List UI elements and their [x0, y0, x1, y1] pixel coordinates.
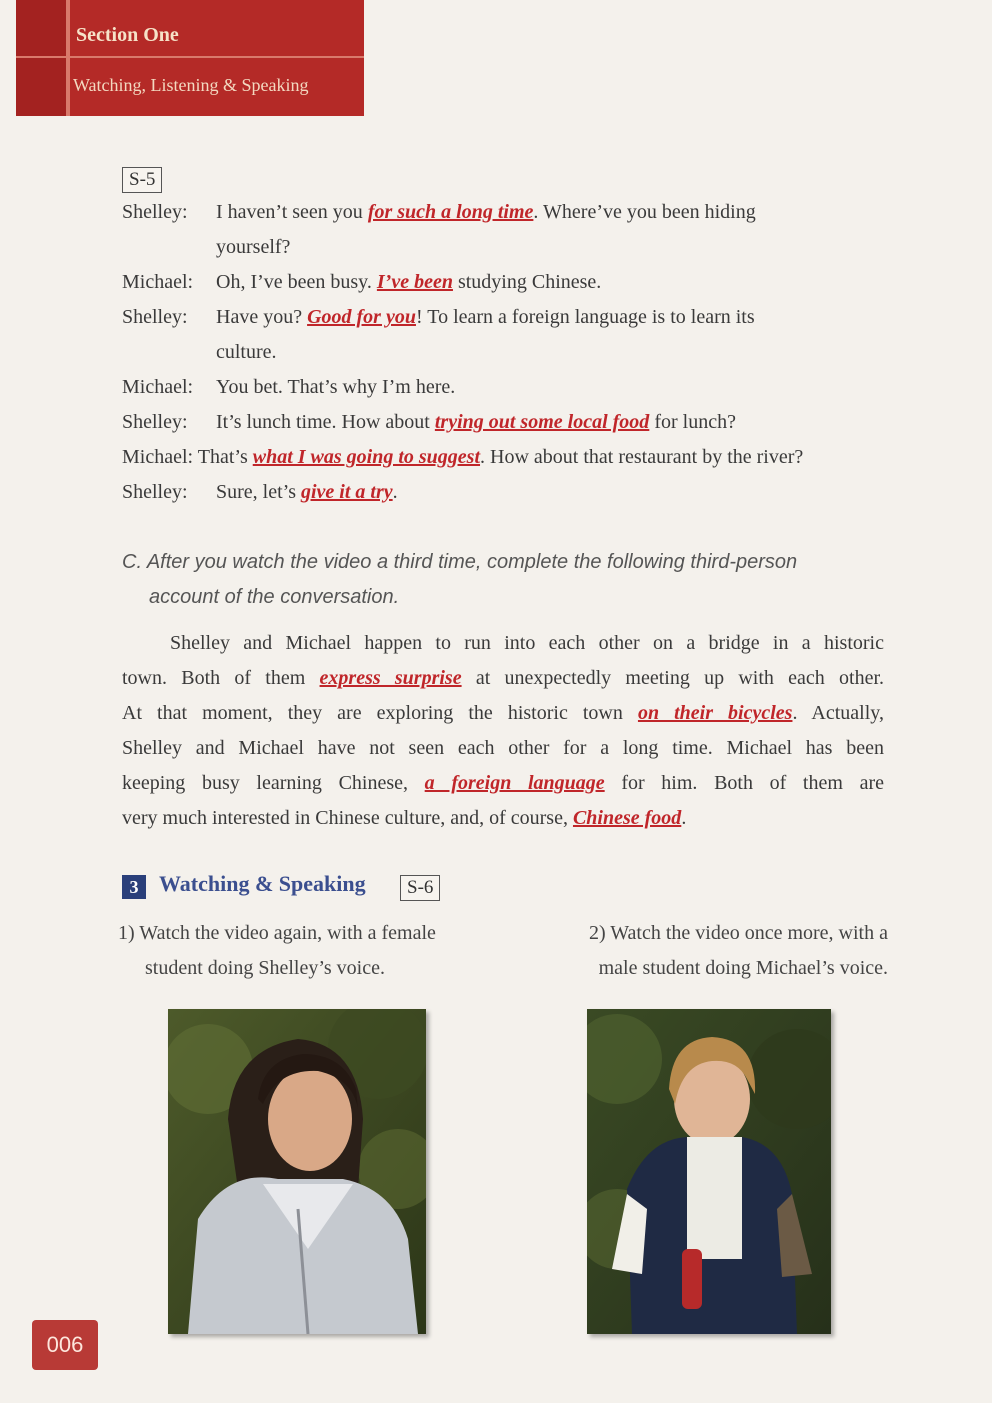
section3-number: 3 [122, 875, 146, 899]
line-text: . Where’ve you been hiding [533, 201, 756, 223]
paragraph-line [170, 626, 884, 661]
line-text: for lunch? [649, 411, 736, 433]
line-text: Oh, I’ve been busy. [216, 271, 377, 293]
answer-fill: a foreign language [424, 772, 605, 794]
speaker: Michael: [122, 446, 194, 468]
task-2 [530, 916, 888, 986]
dialogue-line [122, 440, 884, 475]
line-text: Have you? [216, 306, 308, 328]
shelley-image [168, 1009, 426, 1334]
speaker: Shelley: [122, 411, 188, 433]
answer-fill: on their bicycles [637, 702, 793, 724]
dialogue-line [122, 195, 884, 230]
paragraph-line [122, 801, 884, 836]
answer-fill: trying out some local food [434, 411, 650, 433]
instruction-line: C. After you watch the video a third time, complete the following third-person [122, 551, 798, 573]
paragraph-line [122, 661, 884, 696]
line-text: ! To learn a foreign language is to learn its [415, 306, 755, 328]
line-text: town. Both of them [122, 667, 320, 689]
answer-fill: for such a long time [367, 201, 534, 223]
dialogue-line [122, 265, 884, 300]
speaker: Michael: [122, 376, 194, 398]
line-continuation: culture. [216, 341, 277, 363]
answer-fill: express surprise [319, 667, 462, 689]
line-continuation: yourself? [216, 236, 291, 258]
section-subtitle: Watching, Listening & Speaking [73, 75, 309, 95]
photo-michael [587, 1009, 831, 1334]
answer-fill: give it a try [301, 481, 393, 503]
dialogue-line [122, 370, 884, 405]
answer-fill: Chinese food [572, 807, 682, 829]
section-title: Section One [76, 24, 179, 46]
header-accent [16, 0, 66, 116]
paragraph-line [122, 731, 884, 766]
paragraph-line [122, 696, 884, 731]
task-line: student doing Shelley’s voice. [145, 957, 385, 979]
line-text: . [681, 807, 687, 829]
instruction-line: account of the conversation. [149, 586, 400, 608]
line-text: I haven’t seen you [216, 201, 368, 223]
speaker: Shelley: [122, 306, 188, 328]
photo-shelley [168, 1009, 426, 1334]
line-text: for him. Both of them are [604, 772, 884, 794]
task-line: 2) Watch the video once more, with a [588, 922, 888, 944]
line-text: studying Chinese. [452, 271, 602, 293]
dialogue-line [122, 405, 884, 440]
task-line: male student doing Michael’s voice. [598, 957, 888, 979]
section-header [16, 0, 364, 116]
s5-label: S-5 [122, 167, 162, 193]
dialogue-line [122, 475, 884, 510]
answer-fill: Good for you [307, 306, 416, 328]
line-text: You bet. That’s why I’m here. [216, 376, 456, 398]
line-text: Sure, let’s [216, 481, 301, 503]
line-text: at unexpectedly meeting up with each other. [461, 667, 884, 689]
line-text: At that moment, they are exploring the historic town [122, 702, 638, 724]
answer-fill: I’ve been [376, 271, 453, 293]
line-text: keeping busy learning Chinese, [122, 772, 425, 794]
speaker: Shelley: [122, 481, 188, 503]
line-text: Shelley and Michael have not seen each other for a long time. Michael has been [122, 737, 884, 759]
michael-image [587, 1009, 831, 1334]
partC-instruction [122, 545, 892, 615]
header-divider [66, 0, 70, 116]
answer-fill: what I was going to suggest [252, 446, 481, 468]
dialogue-line [122, 300, 884, 335]
section3-title: Watching & Speaking [159, 871, 366, 896]
line-text: very much interested in Chinese culture, and, of course, [122, 807, 573, 829]
speaker: Shelley: [122, 201, 188, 223]
paragraph-line [122, 766, 884, 801]
header-hline [16, 56, 364, 58]
task-1 [118, 916, 436, 986]
s6-label: S-6 [400, 875, 440, 901]
task-line: 1) Watch the video again, with a female [118, 922, 436, 944]
speaker: Michael: [122, 271, 194, 293]
line-text: . [392, 481, 398, 503]
line-text: Shelley and Michael happen to run into each other on a bridge in a historic [170, 632, 884, 654]
line-text: That’s [197, 446, 253, 468]
page-number: 006 [32, 1320, 98, 1370]
line-text: It’s lunch time. How about [216, 411, 435, 433]
line-text: . How about that restaurant by the river? [480, 446, 804, 468]
line-text: . Actually, [792, 702, 884, 724]
